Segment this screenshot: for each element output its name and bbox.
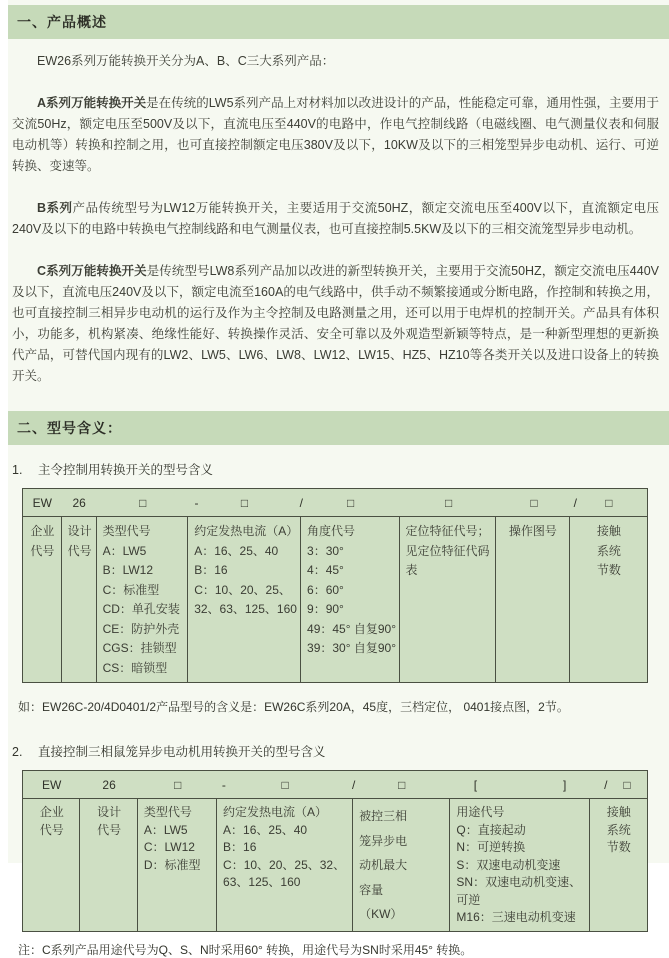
- cell-line: 系统: [606, 822, 631, 837]
- model-format-row: [23, 489, 647, 517]
- cell-line: B：16: [194, 563, 228, 577]
- sub2-heading: [12, 742, 669, 760]
- sub1-heading-text: 主令控制用转换开关的型号含义: [38, 463, 214, 477]
- model-format-token: 26: [102, 778, 116, 792]
- cell-line: C：10、20、25、32、: [223, 857, 346, 872]
- cell-line: 接触: [606, 805, 631, 819]
- model-format-token: □: [623, 778, 631, 792]
- table-column: [80, 799, 137, 931]
- cell-line: 代号: [97, 822, 122, 837]
- cell-line: CE：防护外壳: [102, 621, 180, 636]
- cell-line: S：双速电动机变速: [456, 857, 561, 872]
- model-format-token: /: [299, 496, 303, 510]
- table-column: [23, 799, 80, 931]
- model-example: 如：EW26C-20/4D0401/2产品型号的含义是：EW26C系列20A，45度，三档定位， 0401接点图，2节。: [18, 700, 569, 714]
- cell-line: 4：45°: [307, 563, 344, 577]
- cell-line: 定位特征代号；: [405, 524, 490, 538]
- cell-line: 容量: [359, 882, 384, 897]
- cell-line: C：LW12: [143, 840, 195, 854]
- cell-line: CGS：挂锁型: [102, 641, 177, 655]
- overview-intro: EW26系列万能转换开关分为A、B、C三大系列产品：: [37, 54, 335, 68]
- cell-line: B：16: [223, 840, 257, 854]
- paragraph-c-series: [12, 261, 659, 387]
- cell-line: CD：单孔安装: [102, 602, 180, 616]
- model-table-columns: [23, 799, 647, 931]
- paragraph-a-series: [12, 93, 659, 177]
- table-column: [97, 517, 189, 682]
- cell-line: D：标准型: [143, 857, 201, 872]
- cell-line: （KW）: [359, 907, 403, 921]
- sub2-number: 2.: [12, 745, 23, 759]
- model-format-token: ]: [562, 778, 567, 792]
- table-column: [450, 799, 589, 931]
- cell-line: 表: [405, 563, 418, 577]
- table-column: [188, 517, 301, 682]
- model-format-token: □: [398, 778, 406, 792]
- model-table-master-switch: [22, 488, 648, 683]
- cell-line: 类型代号: [143, 805, 192, 819]
- cell-line: 32、63、125、160: [194, 602, 297, 616]
- cell-line: 可逆: [456, 892, 481, 907]
- model-format-token: EW: [32, 496, 53, 510]
- model-format-token: □: [174, 778, 182, 792]
- cell-line: M16：三速电动机变速: [456, 910, 576, 924]
- cell-line: 被控三相: [359, 809, 408, 823]
- cell-line: 约定发热电流（A）: [223, 805, 328, 819]
- model-format-token: □: [281, 778, 289, 792]
- table-column: [138, 799, 217, 931]
- section-overview-title: 一、产品概述: [17, 14, 107, 30]
- table-column: [570, 517, 647, 682]
- c-series-body: 是传统型号LW8系列产品加以改进的新型转换开关，主要用于交流50HZ，额定交流电压440V及以下，直流电压240V及以下，额定电流至160A的电气线路中，供手动不频繁接通或分断电路，作控制和转换之用，也可直接控制三相异步电动机的运行及作为主令控制及电路测量之用，还可以用于电焊机的控制开关。产品具有体积小，功能多，机构紧凑、绝缘性能好、转换操作灵活、安全可靠以及外观造型新颖等特点，是一种新型理想的更新换代产品，可替代国内现有的LW2、LW5、LW6、LW8、LW12、LW15、HZ5、HZ10等各类开关以及进口设备上的转换开关。: [12, 264, 659, 383]
- model-format-token: □: [346, 496, 355, 510]
- cell-line: 63、125、160: [223, 875, 301, 889]
- cell-line: 49：45° 自复90°: [307, 621, 396, 636]
- model-format-token: □: [605, 496, 613, 510]
- cell-line: 3：30°: [307, 543, 344, 558]
- model-format-token: /: [604, 778, 608, 792]
- cell-line: 设计: [67, 524, 92, 538]
- sub2-heading-text: 直接控制三相鼠笼异步电动机用转换开关的型号含义: [38, 745, 326, 759]
- a-series-lead: A系列万能转换开关: [37, 96, 147, 110]
- section-models-banner: [8, 411, 669, 445]
- spacer: [8, 715, 669, 727]
- cell-line: 代号: [30, 543, 55, 558]
- table-column: [62, 517, 97, 682]
- cell-line: 节数: [606, 840, 631, 854]
- cell-line: 类型代号: [102, 524, 151, 538]
- cell-line: 笼异步电: [359, 833, 408, 848]
- cell-line: C：10、20、25、: [194, 582, 291, 597]
- footnote: 注：C系列产品用途代号为Q、S、N时采用60° 转换，用途代号为SN时采用45° 转换。: [18, 942, 473, 957]
- cell-line: 代号: [67, 543, 92, 558]
- model-format-token: □: [240, 496, 249, 510]
- cell-line: 代号: [39, 822, 64, 837]
- cell-line: B：LW12: [102, 563, 154, 577]
- table-column: [217, 799, 353, 931]
- cell-line: 6：60°: [307, 582, 344, 597]
- model-format-token: -: [221, 778, 226, 792]
- table-column: [590, 799, 647, 931]
- cell-line: 接触: [596, 524, 621, 538]
- cell-line: 用途代号: [456, 805, 505, 819]
- cell-line: 节数: [596, 563, 621, 577]
- table-column: [23, 517, 62, 682]
- cell-line: 约定发热电流（A）: [194, 524, 299, 538]
- cell-line: A：LW5: [143, 822, 188, 837]
- cell-line: A：LW5: [102, 543, 147, 558]
- cell-line: N：可逆转换: [456, 840, 526, 854]
- table-column: [400, 517, 497, 682]
- table-column: [301, 517, 399, 682]
- cell-line: C：标准型: [102, 582, 160, 597]
- cell-line: 见定位特征代码: [405, 543, 490, 558]
- cell-line: 企业: [30, 524, 55, 538]
- cell-line: SN：双速电动机变速、: [456, 875, 582, 889]
- cell-line: A：16、25、40: [194, 543, 279, 558]
- model-format-token: [: [473, 778, 478, 792]
- cell-line: 39：30° 自复90°: [307, 641, 396, 655]
- document-page: [8, 0, 669, 957]
- a-series-body: 是在传统的LW5系列产品上对材料加以改进设计的产品，性能稳定可靠，通用性强，主要用于交流50Hz，额定电压至500V及以下，直流电压至440V的电路中，作电气控制线路（电磁线圈、电气测量仪表和伺服电动机等）转换和控制之用，也可直接控制额定电压380V及以下，10KW及以下的三相笼型异步电动机、运行、可逆转换、变速等。: [12, 96, 660, 173]
- model-format-row: [23, 771, 647, 799]
- table-column: [496, 517, 570, 682]
- c-series-lead: C系列万能转换开关: [37, 264, 147, 278]
- cell-line: 设计: [97, 805, 122, 819]
- model-table-motor-switch: [22, 770, 648, 932]
- cell-line: 动机最大: [359, 858, 408, 872]
- section-models-title: 二、型号含义：: [17, 420, 122, 436]
- cell-line: CS：暗锁型: [102, 660, 168, 675]
- cell-line: 企业: [39, 805, 64, 819]
- cell-line: Q：直接起动: [456, 822, 526, 837]
- sub1-heading: [12, 460, 669, 478]
- model-format-token: □: [139, 496, 147, 510]
- paragraph-b-series: [12, 198, 659, 240]
- b-series-body: 产品传统型号为LW12万能转换开关，主要适用于交流50HZ，额定交流电压至400V以下，直流额定电压240V及以下的电路中转换电气控制线路和电气测量仪表，也可直接控制5.5KW及以下的三相交流笼型异步电动机。: [12, 201, 659, 236]
- model-format-token: □: [444, 496, 453, 510]
- table-column: [353, 799, 450, 931]
- model-format-token: /: [573, 496, 577, 510]
- model-format-token: -: [194, 496, 199, 510]
- model-format-token: /: [352, 778, 356, 792]
- model-format-token: 26: [72, 496, 86, 510]
- section-overview-banner: [8, 5, 669, 39]
- cell-line: A：16、25、40: [223, 822, 308, 837]
- sub1-number: 1.: [12, 463, 23, 477]
- cell-line: 角度代号: [307, 524, 356, 538]
- model-format-token: EW: [42, 778, 62, 792]
- spacer: [8, 387, 669, 411]
- model-table-columns: [23, 517, 647, 682]
- cell-line: 操作图号: [508, 524, 557, 538]
- b-series-lead: B系列: [37, 201, 73, 215]
- cell-line: 9：90°: [307, 602, 344, 616]
- model-format-token: □: [530, 496, 538, 510]
- cell-line: 系统: [596, 543, 621, 558]
